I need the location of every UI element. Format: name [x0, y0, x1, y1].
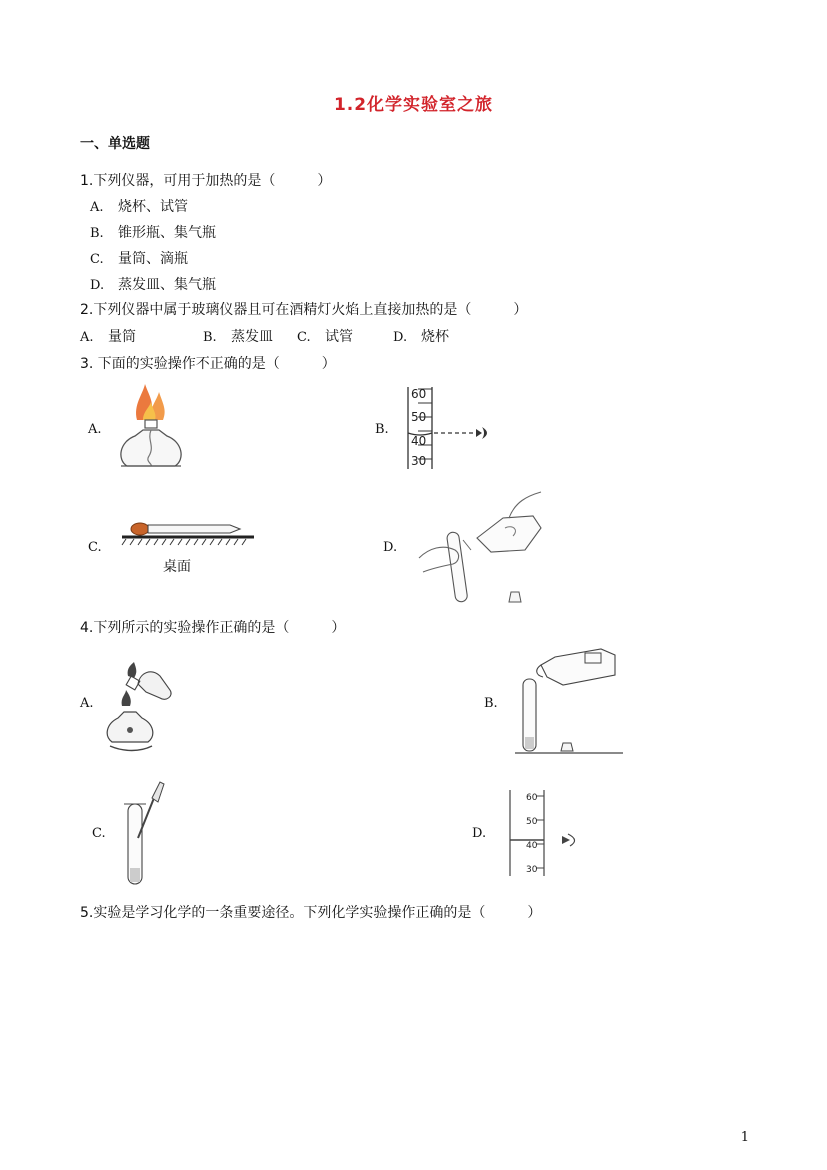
question-3-stem: 3. 下面的实验操作不正确的是（ ）: [80, 356, 336, 372]
q4-fig-pour-into-tube: [515, 645, 625, 757]
scale-tick-label: 50: [526, 817, 538, 827]
scale-tick-label: 50: [411, 410, 427, 424]
option-letter: C.: [90, 252, 104, 267]
option-letter: A.: [90, 200, 104, 215]
question-4-stem: 4.下列所示的实验操作正确的是（ ）: [80, 620, 346, 636]
scale-tick-label: 30: [411, 454, 427, 468]
q1-option-c[interactable]: [90, 248, 188, 268]
q3-c-caption: 桌面: [163, 559, 191, 575]
q4-option-b-letter[interactable]: B.: [484, 696, 498, 711]
question-5-stem: 5.实验是学习化学的一条重要途径。下列化学实验操作正确的是（ ）: [80, 905, 542, 921]
page-title: 1.2化学实验室之旅: [333, 95, 494, 115]
q4-fig-lamp-lit-from-lamp: [100, 662, 180, 754]
q1-option-a[interactable]: [90, 196, 188, 216]
option-letter: D.: [393, 330, 408, 345]
option-text: 锥形瓶、集气瓶: [118, 225, 216, 241]
q3-option-c-letter[interactable]: C.: [88, 540, 102, 555]
q2-option-c[interactable]: [297, 326, 353, 346]
q4-fig-dropper-in-tube: [120, 780, 170, 890]
scale-tick-label: 60: [526, 793, 538, 803]
option-text: 蒸发皿: [231, 329, 273, 345]
q4-option-c-letter[interactable]: C.: [92, 826, 106, 841]
option-text: 烧杯、试管: [118, 199, 188, 215]
question-2-stem: 2.下列仪器中属于玻璃仪器且可在酒精灯火焰上直接加热的是（ ）: [80, 302, 528, 318]
q3-fig-alcohol-lamp-lighting: [115, 380, 190, 475]
q3-option-a-letter[interactable]: A.: [88, 422, 102, 437]
q2-option-a[interactable]: [80, 326, 136, 346]
scale-tick-label: 40: [411, 434, 427, 448]
option-letter: B.: [203, 330, 217, 345]
page-number: 1: [740, 1130, 749, 1145]
option-letter: C.: [297, 330, 311, 345]
q3-fig-reading-cylinder: [400, 383, 500, 473]
option-text: 量筒、滴瓶: [118, 251, 188, 267]
q1-option-b[interactable]: [90, 222, 216, 242]
q2-option-d[interactable]: [393, 326, 449, 346]
option-text: 量筒: [108, 329, 136, 345]
option-text: 蒸发皿、集气瓶: [118, 277, 216, 293]
section-heading: 一、单选题: [80, 136, 150, 152]
q4-option-a-letter[interactable]: A.: [80, 696, 94, 711]
q4-fig-reading-cylinder: [500, 788, 590, 880]
q1-option-d[interactable]: [90, 274, 216, 294]
option-text: 试管: [325, 329, 353, 345]
question-1-stem: 1.下列仪器，可用于加热的是（ ）: [80, 173, 332, 189]
q3-fig-dropper-on-table: [118, 515, 258, 547]
option-letter: D.: [90, 278, 105, 293]
q3-option-d-letter[interactable]: D.: [383, 540, 398, 555]
q3-option-b-letter[interactable]: B.: [375, 422, 389, 437]
option-letter: A.: [80, 330, 94, 345]
q2-option-b[interactable]: [203, 326, 273, 346]
q3-fig-pouring-liquid: [415, 488, 550, 606]
option-text: 烧杯: [421, 329, 449, 345]
q4-option-d-letter[interactable]: D.: [472, 826, 487, 841]
scale-tick-label: 30: [526, 865, 538, 875]
scale-tick-label: 40: [526, 841, 538, 851]
scale-tick-label: 60: [411, 387, 427, 401]
option-letter: B.: [90, 226, 104, 241]
